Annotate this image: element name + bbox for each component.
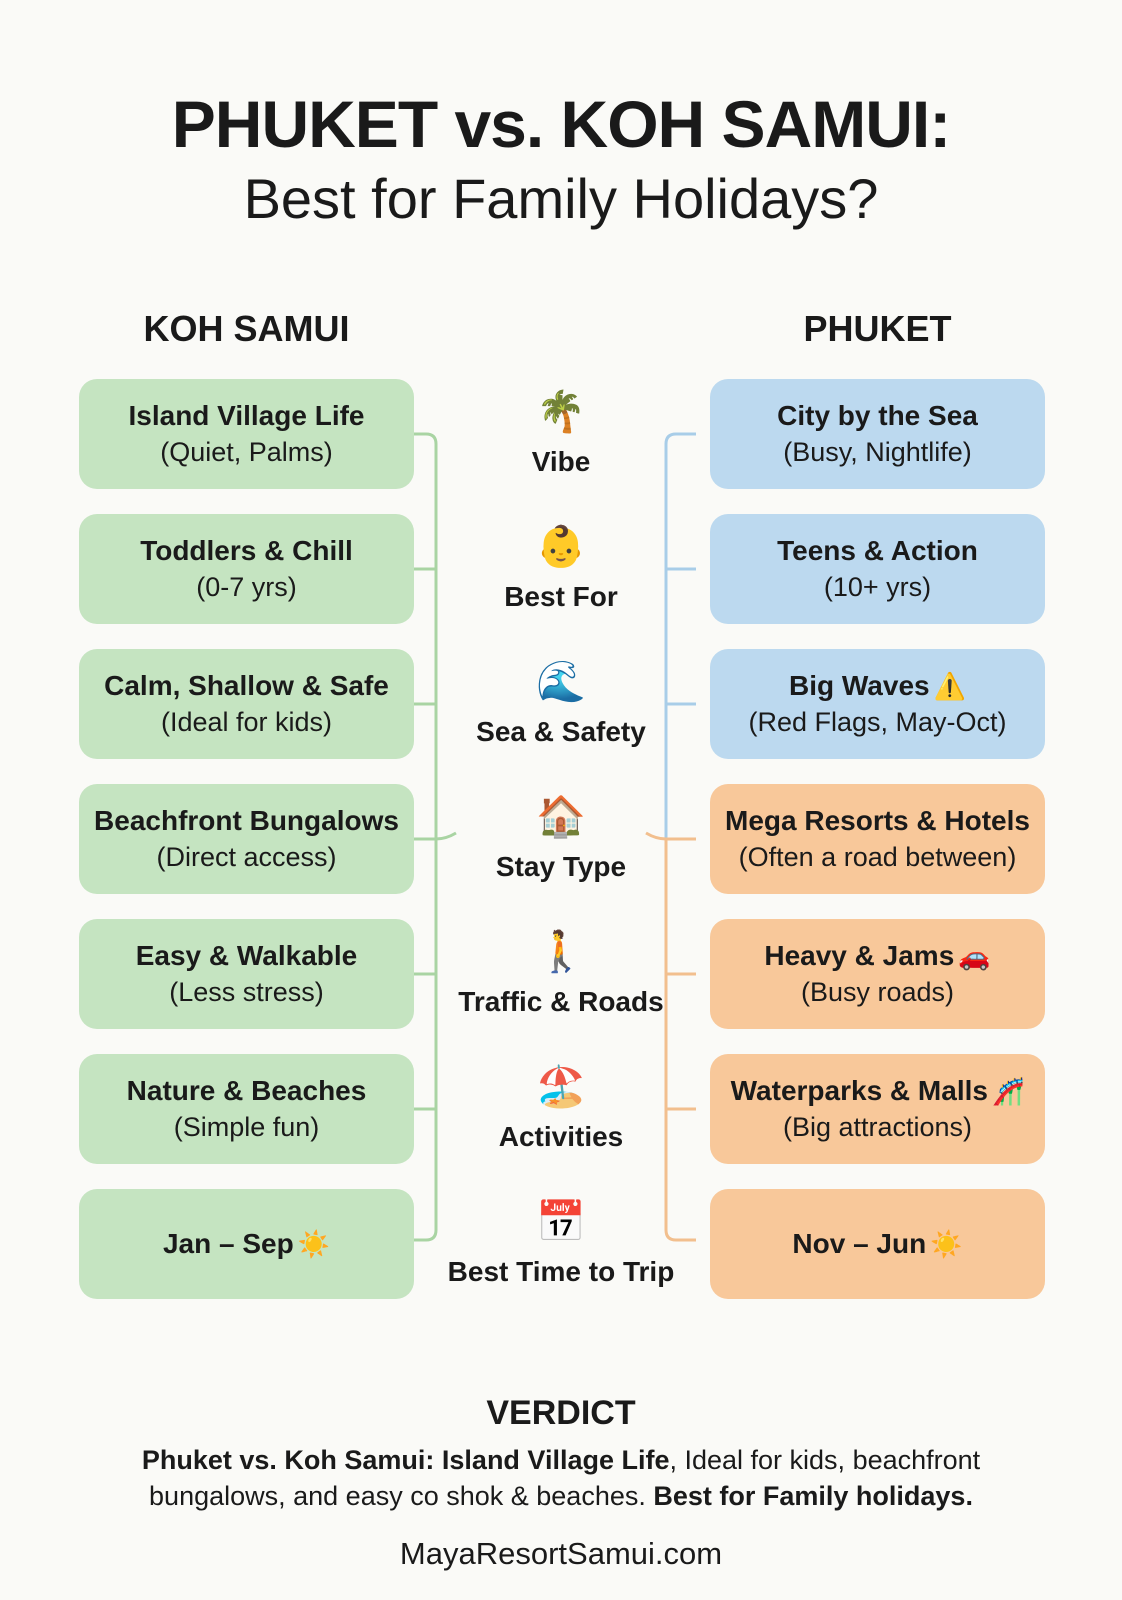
sun-icon: ☀️ — [930, 1229, 963, 1259]
card-title-row — [163, 1228, 330, 1260]
warning-icon: ⚠️ — [933, 671, 966, 701]
card-detail: (Often a road between) — [738, 842, 1017, 872]
card-detail: (Busy, Nightlife) — [783, 437, 972, 467]
category-label: Best Time to Trip — [447, 1256, 675, 1287]
card-detail: (Red Flags, May-Oct) — [748, 707, 1007, 737]
beach-umbrella-icon: 🏖️ — [536, 1065, 586, 1109]
card-title: Beachfront Bungalows — [94, 805, 399, 836]
category-label: Activities — [498, 1121, 624, 1152]
card-detail: (0-7 yrs) — [196, 572, 297, 602]
phuket-card-best-time — [710, 1189, 1045, 1299]
category-sea-safety — [436, 654, 686, 748]
samui-card-best-time — [79, 1189, 414, 1299]
page-subtitle: Best for Family Holidays? — [243, 167, 879, 230]
phuket-card-best-for — [710, 514, 1045, 624]
category-vibe — [436, 384, 686, 478]
card-title: Calm, Shallow & Safe — [104, 670, 389, 701]
card-detail: (Simple fun) — [173, 1112, 320, 1142]
calendar-icon: 📅 — [536, 1200, 586, 1244]
card-title: Big Waves — [789, 670, 930, 701]
card-detail: (Direct access) — [156, 842, 337, 872]
card-title-row — [789, 668, 966, 704]
car-icon: 🚗 — [958, 941, 991, 971]
category-traffic-roads — [436, 924, 686, 1018]
baby-face-icon: 👶 — [536, 525, 586, 569]
category-stay-type — [436, 789, 686, 883]
samui-card-activities — [79, 1054, 414, 1164]
category-label: Stay Type — [495, 851, 627, 882]
roller-coaster-icon: 🎢 — [991, 1076, 1025, 1106]
verdict-text — [120, 1442, 1002, 1514]
card-title: Jan – Sep — [162, 1228, 294, 1259]
category-label: Best For — [504, 581, 618, 612]
card-detail: (Ideal for kids) — [160, 707, 333, 737]
column-header-koh-samui: KOH SAMUI — [143, 308, 350, 349]
phuket-card-stay-type — [710, 784, 1045, 894]
card-detail: (Big attractions) — [782, 1112, 973, 1142]
card-detail: (Busy roads) — [800, 977, 955, 1007]
card-title: Nature & Beaches — [126, 1075, 367, 1106]
verdict-bold-start: Phuket vs. Koh Samui: Island Village Life — [141, 1445, 670, 1475]
card-title: Heavy & Jams — [764, 940, 955, 971]
right-bracket-orange — [646, 833, 696, 1240]
card-detail: (Less stress) — [169, 977, 324, 1007]
palm-tree-icon: 🌴 — [536, 390, 586, 434]
page-title: PHUKET vs. KOH SAMUI: — [171, 87, 951, 161]
samui-card-stay-type — [79, 784, 414, 894]
card-title: Waterparks & Malls — [730, 1075, 988, 1106]
samui-card-sea-safety — [79, 649, 414, 759]
category-activities — [436, 1059, 686, 1153]
house-icon: 🏠 — [536, 795, 586, 839]
card-title: Mega Resorts & Hotels — [725, 805, 1030, 836]
right-bracket-blue — [666, 434, 696, 839]
card-title: Teens & Action — [777, 535, 978, 566]
verdict-heading: VERDICT — [486, 1394, 636, 1432]
verdict-bold-end: Best for Family holidays. — [653, 1481, 973, 1511]
samui-card-vibe — [79, 379, 414, 489]
wave-icon: 🌊 — [536, 660, 586, 704]
phuket-card-activities — [710, 1054, 1045, 1164]
card-title-row — [792, 1228, 962, 1260]
walking-person-icon: 🚶 — [536, 930, 586, 974]
samui-card-traffic — [79, 919, 414, 1029]
category-best-for — [436, 519, 686, 613]
card-title-row — [731, 1073, 1025, 1109]
category-best-time — [436, 1194, 686, 1288]
card-title: Island Village Life — [128, 400, 365, 431]
website-footer: MayaResortSamui.com — [399, 1536, 723, 1571]
card-title: City by the Sea — [777, 400, 978, 431]
card-title: Toddlers & Chill — [140, 535, 353, 566]
phuket-card-vibe — [710, 379, 1045, 489]
sun-icon: ☀️ — [297, 1229, 331, 1259]
card-title-row — [764, 938, 990, 974]
card-title: Easy & Walkable — [135, 940, 358, 971]
card-detail: (Quiet, Palms) — [160, 437, 333, 467]
card-detail: (10+ yrs) — [823, 572, 932, 602]
phuket-card-sea-safety — [710, 649, 1045, 759]
phuket-card-traffic — [710, 919, 1045, 1029]
card-title: Nov – Jun — [792, 1228, 927, 1259]
category-label: Vibe — [531, 446, 591, 477]
category-label: Traffic & Roads — [458, 986, 664, 1017]
verdict-body: , Ideal for kids, beachfront bungalows, and easy co shok & beaches. — [149, 1445, 981, 1511]
column-header-phuket: PHUKET — [803, 308, 952, 349]
category-label: Sea & Safety — [476, 716, 646, 747]
samui-card-best-for — [79, 514, 414, 624]
